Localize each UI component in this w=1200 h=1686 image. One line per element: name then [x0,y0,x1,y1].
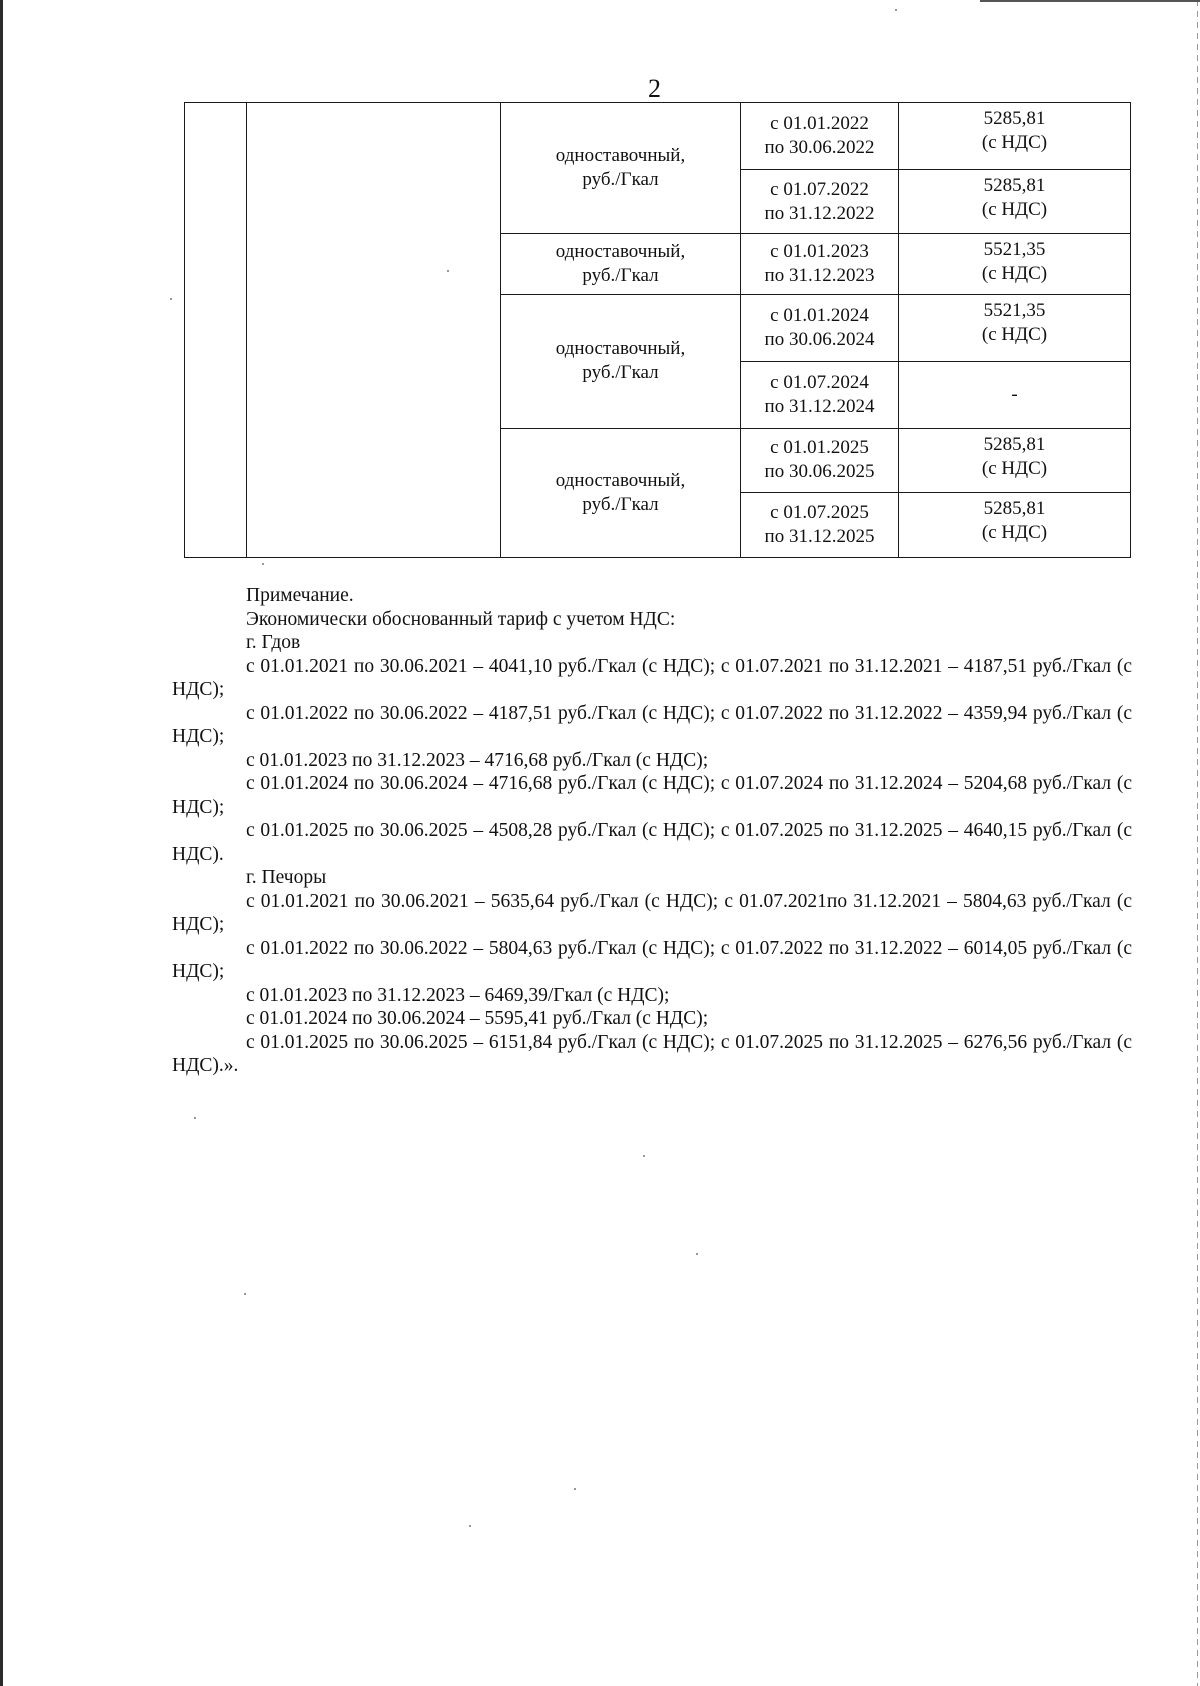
tariff-note-line: с 01.01.2022 по 30.06.2022 – 5804,63 руб./Гкал (с НДС); с 01.07.2022 по 31.12.2022 – 6014,05 руб./Гкал (с НДС); [172,937,1132,982]
notes-section [172,584,1132,1078]
table-row [185,103,1131,170]
tariff-note-line: с 01.01.2023 по 31.12.2023 – 6469,39/Гкал (с НДС); [246,984,670,1006]
city-pechory: г. Печоры [246,867,327,888]
period-cell [741,103,899,170]
tariff-value-text: 5521,35 (с НДС) [981,299,1048,345]
tariff-note-line: с 01.01.2022 по 30.06.2022 – 4187,51 руб./Гкал (с НДС); с 01.07.2022 по 31.12.2022 – 4359,94 руб./Гкал (с НДС); [172,702,1132,747]
rate-type-text: одноставочный, руб./Гкал [555,469,686,515]
tariff-value-text: 5521,35 (с НДС) [981,239,1048,285]
scan-speck [574,1488,576,1490]
scan-left-border [0,0,3,1686]
tariff-value-cell [899,103,1131,170]
tariff-value-text: - [1011,383,1018,405]
scan-speck [895,9,897,11]
scan-top-border [980,0,1200,2]
tariff-note-line: с 01.01.2023 по 31.12.2023 – 4716,68 руб./Гкал (с НДС); [246,749,709,771]
scan-speck [696,1253,698,1255]
rate-type-text: одноставочный, руб./Гкал [555,241,686,287]
tariff-value-cell [899,361,1131,428]
scan-right-border [1197,0,1198,1686]
period-cell [741,169,899,234]
tariff-note-line: с 01.01.2025 по 30.06.2025 – 6151,84 руб./Гкал (с НДС); с 01.07.2025 по 31.12.2025 – 6276,56 руб./Гкал (с НДС).». [172,1031,1132,1076]
notes-intro: Экономически обоснованный тариф с учетом НДС: [246,608,676,630]
rate-type-cell [501,294,741,428]
tariff-value-cell [899,169,1131,234]
period-cell [741,361,899,428]
blank-organization-cell [247,103,501,558]
tariff-note-line: с 01.01.2024 по 30.06.2024 – 4716,68 руб./Гкал (с НДС); с 01.07.2024 по 31.12.2024 – 5204,68 руб./Гкал (с НДС); [172,773,1132,818]
tariff-value-text: 5285,81 (с НДС) [981,174,1048,220]
page-number: 2 [648,74,661,103]
tariff-value-cell [899,493,1131,558]
period-text: с 01.07.2025 по 31.12.2025 [764,502,875,548]
rate-type-cell [501,428,741,557]
scan-speck [244,1293,246,1295]
tariff-value-text: 5285,81 (с НДС) [981,108,1048,153]
scan-speck [643,1155,645,1157]
tariff-value-cell [899,234,1131,295]
blank-number-cell [185,103,247,558]
scan-speck [469,1525,471,1527]
period-cell [741,234,899,295]
rate-type-text: одноставочный, руб./Гкал [555,338,686,384]
scan-speck [170,298,172,300]
tariff-value-cell [899,428,1131,493]
rate-type-cell [501,234,741,295]
scan-speck [194,1117,196,1119]
period-text: с 01.01.2025 по 30.06.2025 [764,437,875,483]
period-cell [741,428,899,493]
tariff-value-text: 5285,81 (с НДС) [981,433,1048,479]
scan-speck [262,563,264,565]
tariff-value-cell [899,294,1131,361]
period-cell [741,294,899,361]
period-text: с 01.07.2024 по 31.12.2024 [764,371,875,417]
period-cell [741,493,899,558]
city-gdov: г. Гдов [246,632,301,653]
period-text: с 01.01.2023 по 31.12.2023 [764,241,875,287]
tariff-note-line: с 01.01.2024 по 30.06.2024 – 5595,41 руб./Гкал (с НДС); [246,1008,709,1029]
rate-type-cell [501,103,741,234]
notes-heading: Примечание. [246,585,354,606]
tariff-table [184,102,1131,558]
period-text: с 01.07.2022 по 31.12.2022 [764,178,875,224]
tariff-value-text: 5285,81 (с НДС) [981,498,1048,544]
tariff-note-line: с 01.01.2025 по 30.06.2025 – 4508,28 руб./Гкал (с НДС); с 01.07.2025 по 31.12.2025 – 4640,15 руб./Гкал (с НДС). [172,820,1132,865]
period-text: с 01.01.2022 по 30.06.2022 [764,112,875,158]
scan-speck [447,270,449,272]
period-text: с 01.01.2024 по 30.06.2024 [764,304,875,350]
tariff-note-line: с 01.01.2021 по 30.06.2021 – 5635,64 руб./Гкал (с НДС); с 01.07.2021по 31.12.2021 – 5804,63 руб./Гкал (с НДС); [172,890,1132,935]
rate-type-text: одноставочный, руб./Гкал [555,145,686,191]
tariff-note-line: с 01.01.2021 по 30.06.2021 – 4041,10 руб./Гкал (с НДС); с 01.07.2021 по 31.12.2021 – 4187,51 руб./Гкал (с НДС); [172,655,1132,700]
